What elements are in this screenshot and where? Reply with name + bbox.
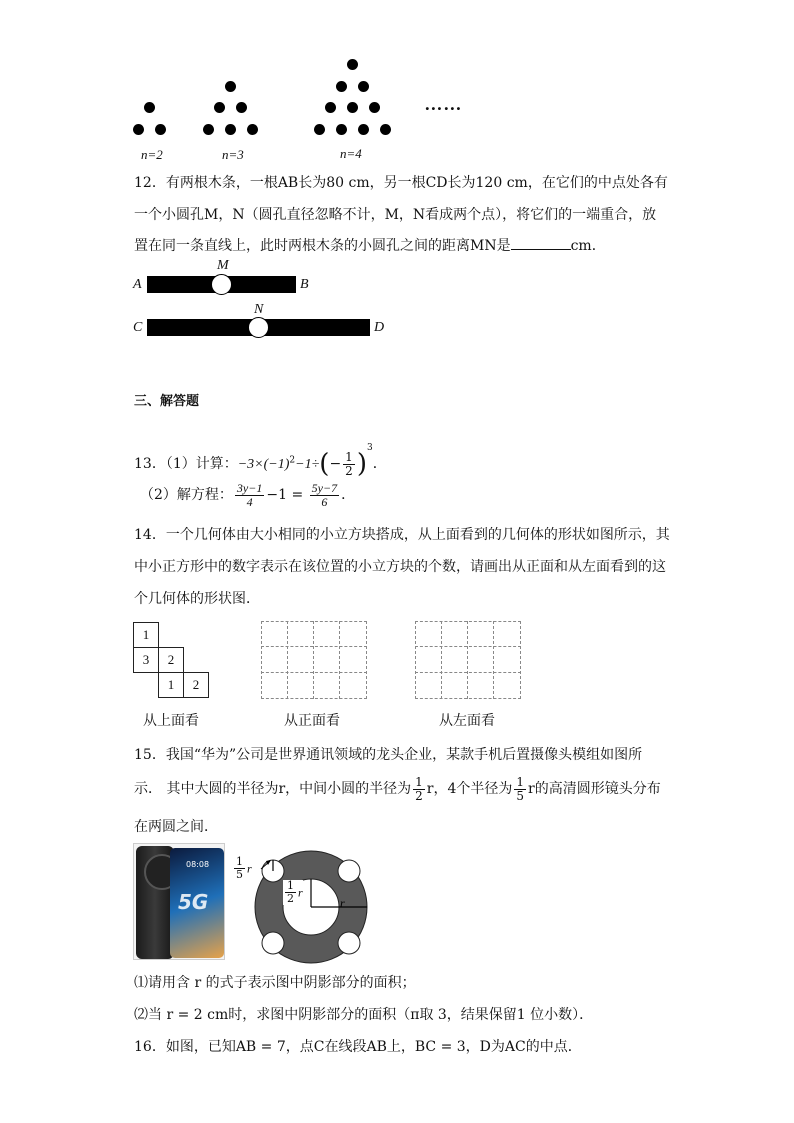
q15-sub1: ⑴请用含 r 的式子表示图中阴影部分的面积； [134, 975, 416, 991]
q13-right-num: 5y−7 [311, 480, 338, 495]
diagram-half-label [283, 880, 303, 905]
fig-half-den: 2 [287, 892, 294, 905]
phone-5g-text: 5G [178, 890, 209, 914]
dot [325, 102, 336, 113]
camera-ring-diagram [228, 848, 388, 966]
q13-left-num: 3y−1 [236, 480, 263, 495]
caption-left-view: 从左面看 [439, 713, 495, 729]
label-M: M [217, 258, 229, 273]
q13-part1: 13．（1）计算：$-3\times(-1)^2-1\div(-$ $\frac{1}{2}$ )$^3$． [134, 443, 387, 479]
dot [144, 102, 155, 113]
label-A: A [133, 277, 142, 292]
dot [214, 102, 225, 113]
dot [236, 102, 247, 113]
label-n3: n=3 [222, 147, 244, 162]
fifth-num: 1 [516, 774, 525, 789]
q15-line2-b: r，4个半径为 [426, 781, 513, 797]
hole-n [248, 317, 269, 338]
dot [133, 124, 144, 135]
answer-blank[interactable] [511, 237, 571, 250]
dot [336, 124, 347, 135]
q14-line3: 个几何体的形状图． [134, 591, 260, 607]
q15-line2 [134, 772, 661, 806]
dot [380, 124, 391, 135]
label-n2: n=2 [141, 147, 163, 162]
q13-p2-mid: −1 = [266, 487, 304, 503]
dot [369, 102, 380, 113]
hole-m [211, 274, 232, 295]
q13-p1-prefix: 13．（1）计算： [134, 456, 238, 472]
label-B: B [300, 277, 309, 292]
q15-line1: 15．我国“华为”公司是世界通讯领域的龙头企业，某款手机后置摄像头模组如图所 [134, 747, 643, 763]
q12-line2: 一个小圆孔M，N（圆孔直径忽略不计，M，N看成两个点），将它们的一端重合，放 [134, 207, 657, 223]
label-N: N [254, 302, 264, 317]
q13-p2-prefix: （2）解方程： [140, 487, 233, 503]
fig-r-small: r [247, 861, 252, 876]
label-C: C [133, 320, 143, 335]
dot [347, 59, 358, 70]
dot [155, 124, 166, 135]
section-title: 三、解答题 [134, 394, 200, 409]
top-view-cell: 3 [133, 647, 159, 673]
q12-line1: 12．有两根木条，一根AB长为80 cm，另一根CD长为120 cm，在它们的中点处各有 [134, 175, 668, 191]
dot [314, 124, 325, 135]
top-view-cell: 1 [133, 622, 159, 648]
phone-photo [133, 843, 225, 960]
dot [203, 124, 214, 135]
dot [336, 81, 347, 92]
q13-frac-den: 2 [345, 463, 353, 478]
q13-p1-expr-a: −3×(−1) [237, 457, 290, 472]
dot [225, 124, 236, 135]
caption-top-view: 从上面看 [143, 713, 199, 729]
half-den: 2 [415, 788, 423, 803]
top-view-cell: 2 [183, 672, 209, 698]
fig-half-num: 1 [287, 879, 294, 892]
fig-fifth-den: 5 [236, 868, 243, 881]
top-view-cell: 2 [158, 647, 184, 673]
q14-line1: 14．一个几何体由大小相同的小立方块搭成，从上面看到的几何体的形状如图所示，其 [134, 527, 670, 543]
q13-p1-exp1: 2 [289, 455, 296, 466]
q13-part2: （2）解方程： $\frac{3y-1}{4}$ −1 = $\frac{5y-7}{6}$ ． [140, 480, 356, 509]
dot [358, 124, 369, 135]
half-num: 1 [415, 774, 423, 789]
q15-sub2: ⑵当 r = 2 cm时，求图中阴影部分的面积（π取 3，结果保留1 位小数）． [134, 1007, 594, 1023]
q12-line3 [134, 235, 606, 255]
dot [247, 124, 258, 135]
dot [225, 81, 236, 92]
q13-p1-exp2: 3 [366, 443, 373, 453]
q12-unit: cm． [570, 238, 606, 254]
dot [347, 102, 358, 113]
q15-line2-c: r的高清圆形镜头分布 [528, 781, 661, 797]
phone-time: 08:08 [186, 860, 210, 869]
fig-fifth-num: 1 [236, 855, 243, 868]
q13-p1-expr-b: −1÷ [295, 457, 320, 472]
caption-front-view: 从正面看 [284, 713, 340, 729]
q13-frac-num: 1 [345, 449, 353, 464]
diagram-r-label: r [340, 896, 345, 910]
q13-left-den: 4 [246, 494, 253, 509]
ellipsis: …… [425, 94, 463, 114]
fig-r-half: r [298, 885, 303, 900]
diagram-fifth-label [232, 856, 252, 881]
q14-line2: 中小正方形中的数字表示在该位置的小立方块的个数，请画出从正面和从左面看到的这 [134, 559, 666, 575]
fifth-den: 5 [516, 788, 525, 803]
dot [358, 81, 369, 92]
q15-line2-a: 示． 其中大圆的半径为r，中间小圆的半径为 [134, 781, 412, 797]
q13-right-den: 6 [321, 494, 328, 509]
label-n4: n=4 [340, 146, 362, 161]
top-view-cell: 1 [158, 672, 184, 698]
q15-line3: 在两圆之间． [134, 819, 218, 835]
q16-line1: 16．如图，已知AB = 7，点C在线段AB上，BC = 3，D为AC的中点． [134, 1039, 582, 1055]
q12-line3-text: 置在同一条直线上，此时两根木条的小圆孔之间的距离MN是 [134, 238, 511, 254]
label-D: D [374, 320, 385, 335]
